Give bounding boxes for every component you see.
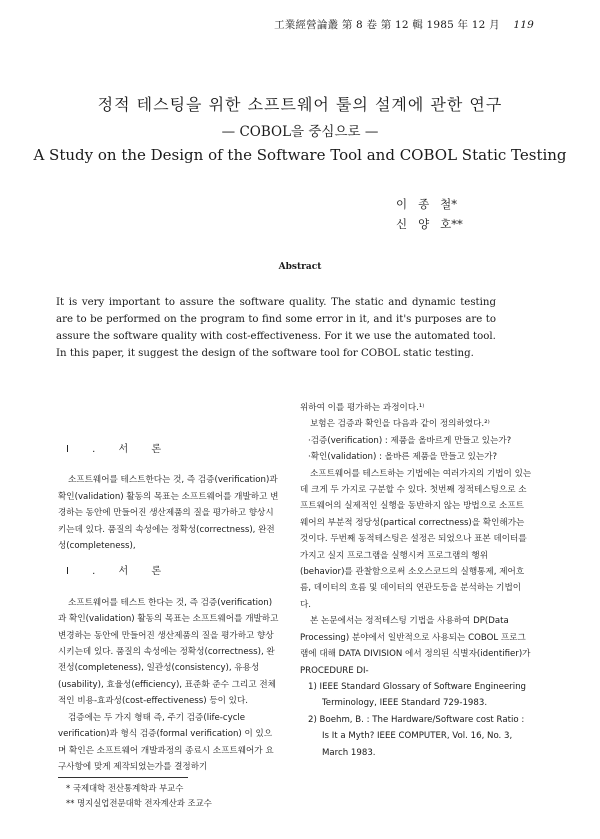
running-header <box>274 17 534 32</box>
reference-item: 2) Boehm, B. : The Hardware/Software cost Ratio : Is It a Myth? IEEE COMPUTER, Vol. 16, No. 3, March 1983. <box>308 714 525 758</box>
body-paragraph: 보험은 검증과 확인을 다음과 같이 정의하였다.²⁾ <box>310 419 490 430</box>
body-paragraph: 검증에는 두 가지 형태 즉, 주기 검증(life-cycle verification)과 형식 검증(formal verification) 이 있으며 확인은 소프트웨어 개발과정의 종료시 소프트웨어가 요구사항에 맞게 제작되었는가를 결정하기 <box>58 712 274 772</box>
page-number: 119 <box>513 19 534 31</box>
body-paragraph: 위하여 이를 평가하는 과정이다.¹⁾ <box>300 403 425 413</box>
footnote: ** 명지실업전문대학 전자계산과 조교수 <box>66 798 212 809</box>
author-1: 이 종 철* <box>396 197 458 211</box>
subtitle-korean: — COBOL을 중심으로 — <box>221 124 379 140</box>
section-heading: I . 서 론 <box>66 444 171 455</box>
author-list <box>396 194 463 234</box>
body-paragraph: 본 논문에서는 정적테스팅 기법을 사용하여 DP(Data Processing) 분야에서 일반적으로 사용되는 COBOL 프로그램에 대해 DATA DIVISION 에서 정의된 식별자(identifier)가 PROCEDURE DI- <box>300 616 531 676</box>
definition-item: ·검증(verification) : 제품을 올바르게 만들고 있는가? <box>308 435 512 446</box>
footnote-divider <box>58 777 188 778</box>
right-column <box>300 400 532 761</box>
title-korean: 정적 테스팅을 위한 소프트웨어 툴의 설계에 관한 연구 <box>97 95 503 114</box>
left-column <box>58 432 280 811</box>
abstract-paragraph: It is very important to assure the software quality. The static and dynamic testing are to be performed on the program to find some error in it, and it's purposes are to assure the software quality with cost-effectiveness. For it we use the automated tool. <box>56 297 496 342</box>
issue-date: 1985 年 12 月 <box>426 19 500 31</box>
author-2: 신 양 호** <box>396 217 463 231</box>
definition-item: ·확인(validation) : 올바른 제품을 만들고 있는가? <box>308 452 498 463</box>
journal-name: 工業經營論叢 第 8 卷 第 12 輯 <box>274 19 423 31</box>
reference-item: 1) IEEE Standard Glossary of Software Engineering Terminology, IEEE Standard 729-1983. <box>308 681 527 709</box>
footnote: * 국제대학 전산통계학과 부교수 <box>66 783 184 794</box>
body-paragraph: 소프트웨어를 테스트한다는 것, 즉 검증(verification)과 확인(validation) 활동의 목표는 소프트웨어를 개발하고 변경하는 동안에 만들어진 생산제품의 질을 평가하고 향상시키는데 있다. 품질의 속성에는 정확성(correctness), 완전성(completeness), <box>58 475 279 552</box>
section-heading: I . 서 론 <box>66 566 171 578</box>
abstract-body <box>56 294 496 362</box>
abstract-paragraph: In this paper, it suggest the design of the software tool for COBOL static testing. <box>56 348 474 359</box>
body-paragraph: 소프트웨어를 테스트 한다는 것, 즉 검증(verification)과 확인(validation) 활동의 목표는 소프트웨어를 개발하고 변경하는 동안에 만들어진 생산제품의 질을 평가하고 향상시키는데 있다. 품질의 속성에는 정확성(correctness), 완전성(completeness), 일관성(consistency), 유용성(usability), 효율성(efficiency), 표준화 준수 그리고 전체적인 비용-효과성(cost-effectiveness) 등이 있다. <box>58 597 279 707</box>
title-english: A Study on the Design of the Software Tool and COBOL Static Testing <box>33 146 567 164</box>
abstract-heading: Abstract <box>278 262 322 272</box>
body-paragraph: 소프트웨어를 테스트하는 기법에는 여러가지의 기법이 있는데 크게 두 가지로 구분할 수 있다. 첫번째 정적테스팅으로 소프트웨어의 실제적인 실행을 동반하지 않는 방법으로 소프트웨어의 부분적 정당성(partical correctness)을 확인해가는 것이다. 두번째 동적테스팅은 설정은 되었으나 표본 데이터를 가지고 실지 프로그램을 실행시켜 프로그램의 행위(behavior)를 관찰함으로써 소오스코드의 실행통제, 제어흐름, 데이터의 흐름 및 데이터의 연관도등을 분석하는 기법이다. <box>300 468 532 610</box>
